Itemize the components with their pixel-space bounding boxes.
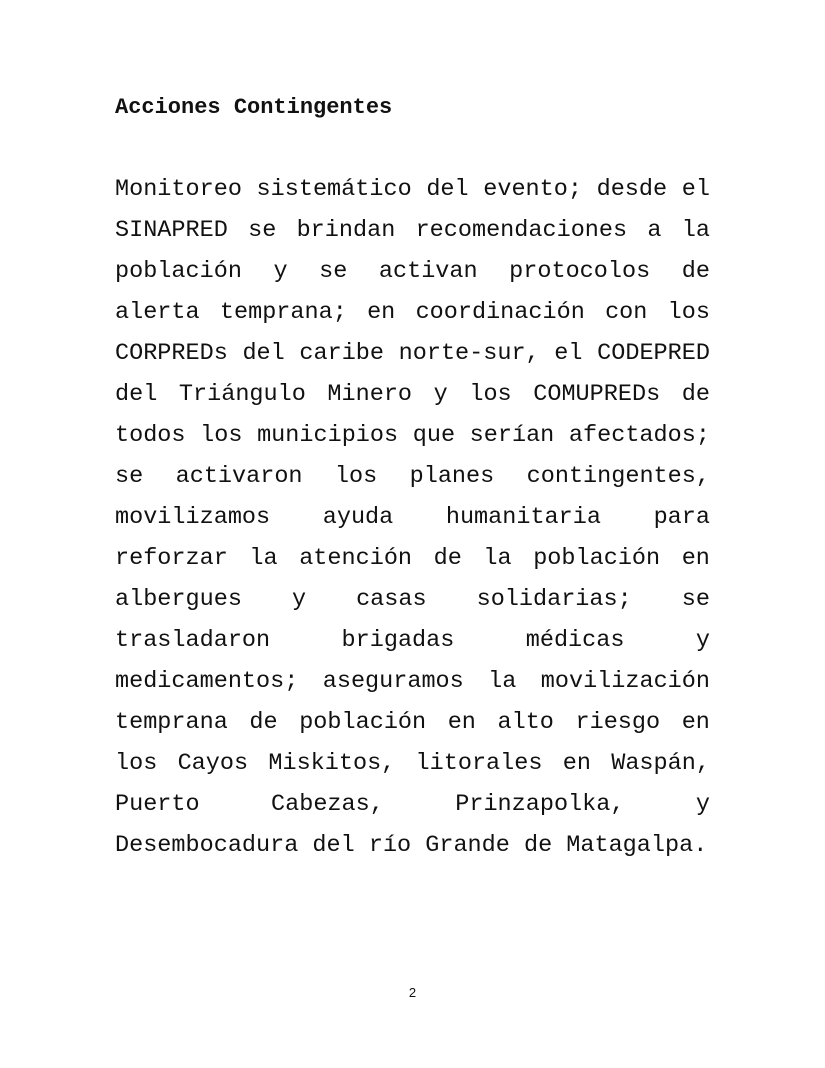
paragraph-line <box>115 708 710 749</box>
word: movilización <box>540 668 710 695</box>
paragraph-line <box>115 175 710 216</box>
word: alerta <box>115 299 200 326</box>
word: COMUPREDs <box>533 381 661 408</box>
word: brigadas <box>341 627 455 654</box>
word: activaron <box>175 463 303 490</box>
paragraph-line <box>115 216 710 257</box>
word: los <box>200 422 243 449</box>
word: de <box>681 381 710 408</box>
word: a <box>647 217 662 244</box>
word: del <box>242 340 285 367</box>
word: de <box>681 258 710 285</box>
word: y <box>695 791 710 818</box>
word: y <box>695 627 710 654</box>
word: la <box>483 545 512 572</box>
word: los <box>667 299 710 326</box>
paragraph-line <box>115 462 710 503</box>
word: SINAPRED <box>115 217 228 244</box>
word: Cabezas, <box>271 791 384 818</box>
word: coordinación <box>415 299 585 326</box>
word: que <box>412 422 456 449</box>
word: trasladaron <box>115 627 271 654</box>
word: CORPREDs <box>115 340 228 367</box>
word: y <box>433 381 448 408</box>
word: se <box>115 463 144 490</box>
section-heading: Acciones Contingentes <box>115 95 393 120</box>
word: en <box>562 750 591 777</box>
paragraph-line <box>115 257 710 298</box>
word: casas <box>356 586 427 613</box>
word: serían <box>469 422 555 449</box>
word: litorales <box>415 750 543 777</box>
word: protocolos <box>509 258 651 285</box>
word: Cayos <box>177 750 249 777</box>
word: la <box>681 217 710 244</box>
word: medicamentos; <box>115 668 299 695</box>
word: se <box>248 217 277 244</box>
word: médicas <box>525 627 625 654</box>
word: movilizamos <box>115 504 271 531</box>
word: y <box>291 586 307 613</box>
paragraph-line <box>115 298 710 339</box>
word: evento; <box>483 176 582 203</box>
word: Waspán, <box>611 750 710 777</box>
word: humanitaria <box>445 504 601 531</box>
word: la <box>249 545 278 572</box>
word: en <box>681 545 710 572</box>
paragraph-line <box>115 585 710 626</box>
word: para <box>653 504 710 531</box>
word: de <box>433 545 462 572</box>
word: ayuda <box>322 504 394 531</box>
paragraph-line <box>115 544 710 585</box>
paragraph-line <box>115 667 710 708</box>
word: recomendaciones <box>415 217 628 244</box>
word: alto <box>497 709 554 736</box>
word: y <box>273 258 288 285</box>
paragraph-line: Desembocadura del río Grande de Matagalpa. <box>115 832 708 859</box>
paragraph-line <box>115 749 710 790</box>
word: población <box>299 709 427 736</box>
word: reforzar <box>115 545 228 572</box>
word: solidarias; <box>476 586 632 613</box>
word: en <box>447 709 476 736</box>
word: el <box>554 340 583 367</box>
word: afectados; <box>568 422 710 449</box>
word: Monitoreo <box>115 176 242 203</box>
word: temprana; <box>219 299 347 326</box>
word: norte-sur, <box>398 340 540 367</box>
word: Triángulo <box>178 381 306 408</box>
word: caribe <box>299 340 385 367</box>
paragraph-line <box>115 421 710 462</box>
word: población <box>533 545 661 572</box>
word: activan <box>378 258 478 285</box>
word: temprana <box>115 709 228 736</box>
word: del <box>426 176 469 203</box>
word: todos <box>115 422 186 449</box>
word: el <box>681 176 710 203</box>
word: población <box>115 258 242 285</box>
word: en <box>367 299 396 326</box>
paragraph-line <box>115 790 710 831</box>
word: los <box>334 463 378 490</box>
word: desde <box>596 176 668 203</box>
word: con <box>605 299 648 326</box>
word: riesgo <box>575 709 661 736</box>
word: Puerto <box>115 791 200 818</box>
body-paragraph <box>115 175 710 872</box>
word: de <box>249 709 278 736</box>
word: Miskitos, <box>268 750 396 777</box>
word: se <box>681 586 710 613</box>
word: sistemático <box>256 176 412 203</box>
word: atención <box>299 545 413 572</box>
word: aseguramos <box>322 668 464 695</box>
word: Prinzapolka, <box>455 791 625 818</box>
page-number: 2 <box>408 985 417 1000</box>
word: CODEPRED <box>597 340 710 367</box>
word: albergues <box>115 586 242 613</box>
word: en <box>681 709 710 736</box>
paragraph-line <box>115 626 710 667</box>
paragraph-line <box>115 503 710 544</box>
word: del <box>115 381 158 408</box>
paragraph-line <box>115 380 710 421</box>
word: los <box>469 381 512 408</box>
word: la <box>488 668 517 695</box>
word: brindan <box>296 217 396 244</box>
word: contingentes, <box>526 463 710 490</box>
word: Minero <box>327 381 413 408</box>
word: los <box>115 750 158 777</box>
word: se <box>319 258 348 285</box>
word: municipios <box>257 422 399 449</box>
word: planes <box>409 463 495 490</box>
paragraph-line <box>115 339 710 380</box>
